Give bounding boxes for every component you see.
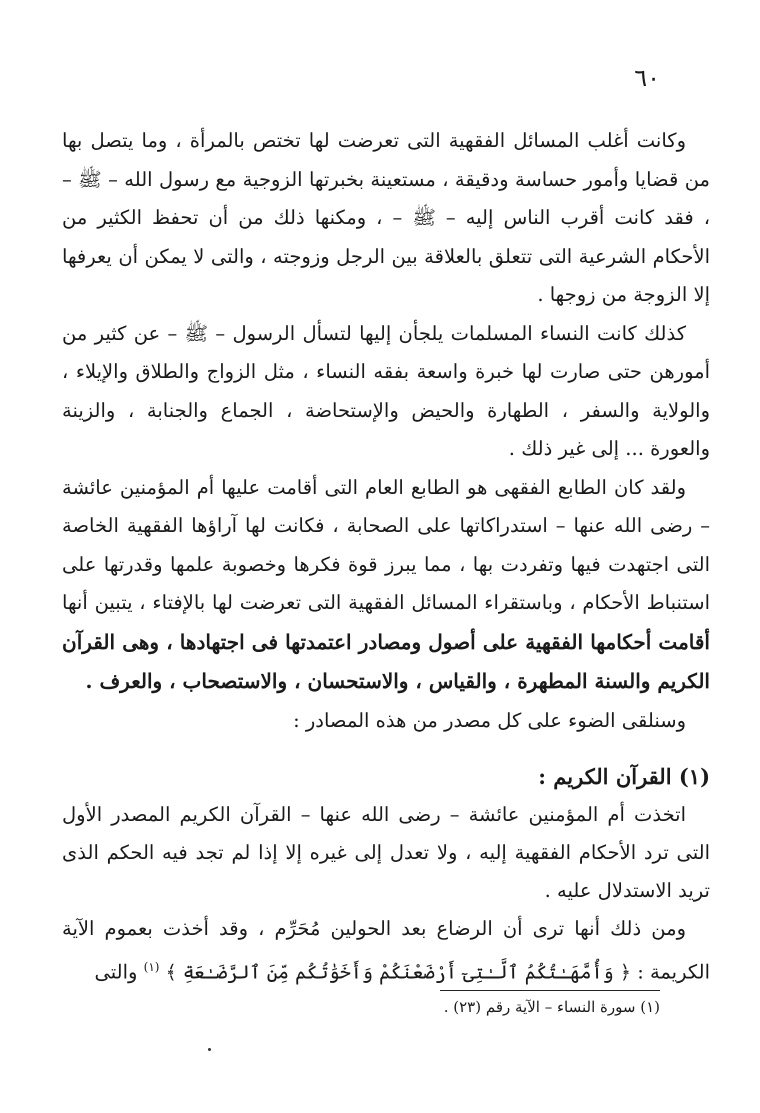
section-paragraph [62,910,710,992]
paragraph: وكانت أغلب المسائل الفقهية التى تعرضت لها تختص بالمرأة ، وما يتصل بها من قضايا وأمور حساسة ودقيقة ، مستعينة بخبرتها الزوجية مع رسول الله – ﷺ – ، فقد كانت أقرب الناس إليه – ﷺ – ، ومكنها ذلك من أن تحفظ الكثير من الأحكام الشرعية التى تتعلق بالعلاقة بين الرجل وزوجته ، والتى لا يمكن أن يعرفها إلا الزوجة من زوجها . [62,129,710,306]
paragraph-text: ومن ذلك أنها ترى أن الرضاع بعد الحولين مُحَرِّم ، وقد أخذت بعموم الآية الكريمة : [62,917,710,984]
section-quran [62,758,710,992]
footnote-divider [440,990,660,991]
bold-emphasis: أقامت أحكامها الفقهية على أصول ومصادر اعتمدتها فى اجتهادها ، وهى القرآن الكريم والسنة المطهرة ، والقياس ، والاستحسان ، والاستصحاب ، والعرف . [62,629,710,693]
page-number: ٦٠ [634,64,660,92]
section-heading: (١) القرآن الكريم : [538,764,710,789]
footnote: (١) سورة النساء – الآية رقم (٢٣) . [443,998,660,1016]
paragraph [62,469,710,702]
paragraph: كذلك كانت النساء المسلمات يلجأن إليها لتسأل الرسول – ﷺ – عن كثير من أمورهن حتى صارت لها خبرة واسعة بفقه النساء ، مثل الزواج والطلاق والإيلاء ، والولاية والسفر ، الطهارة والحيض والإستحاضة ، الجماع والجنابة ، والزينة والعورة ... إلى غير ذلك . [62,321,710,460]
paragraph-text: ولقد كان الطابع الفقهى هو الطابع العام التى أقامت عليها أم المؤمنين عائشة – رضى الله عنها – استدراكاتها على الصحابة ، فكانت لها آراؤها الفقهية الخاصة التى اجتهدت فيها وتفردت بها ، مما يبرز قوة فكرها وخصوبة علمها وقدرتها على استنباط الأحكام ، وباستقراء المسائل الفقهية التى تعرضت لها بالإفتاء ، يتبين أنها [62,475,710,614]
stray-mark [208,1048,211,1051]
paragraph-text: والتى [94,960,138,984]
section-paragraph: اتخذت أم المؤمنين عائشة – رضى الله عنها – القرآن الكريم المصدر الأول التى ترد الأحكام الفقهية إليه ، ولا تعدل إلى غيره إلا إذا لم تجد فيه الحكم الذى تريد الاستدلال عليه . [62,803,710,902]
closing-line: وسنلقى الضوء على كل مصدر من هذه المصادر : [293,708,686,732]
quran-verse: ﴿ وَأُمَّهَـٰتُكُمُ ٱلَّـٰتِىٓ أَرْضَعْنَكُمْ وَأَخَوَٰتُكُم مِّنَ ٱلرَّضَـٰعَةِ ﴾ [165,961,631,984]
main-text [62,122,710,740]
footnote-marker: (١) [143,960,160,974]
